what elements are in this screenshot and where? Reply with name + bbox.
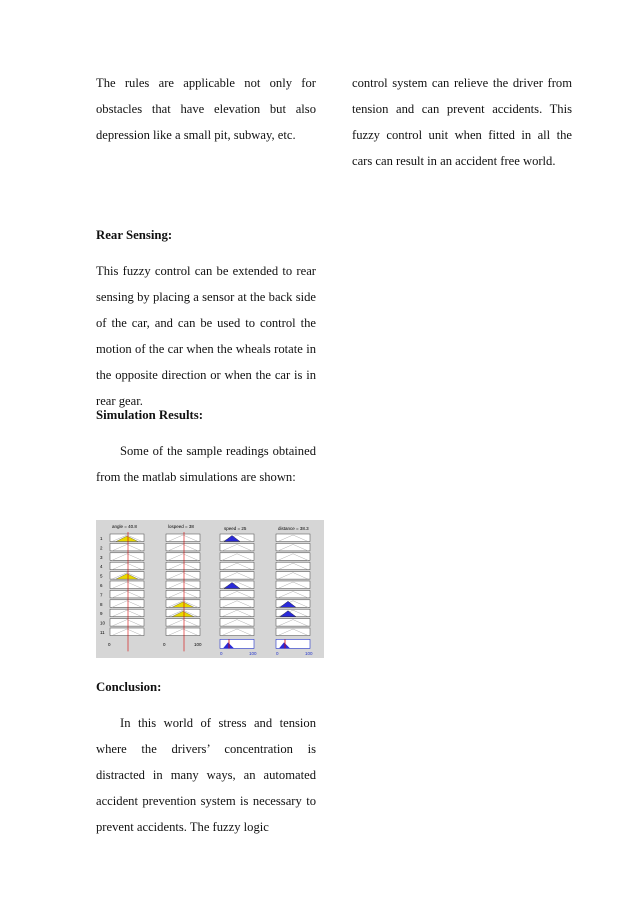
rule-number: 10 bbox=[100, 620, 106, 626]
conclusion-block bbox=[96, 710, 316, 840]
paragraph-rear-sensing: This fuzzy control can be extended to rear sensing by placing a sensor at the back side of the car, and can be used to control the motion of the car when the wheals rotate in the opposite direction or when the car is in rear gear. bbox=[96, 264, 316, 408]
paragraph-conclusion: In this world of stress and tension where the drivers’ concentration is distracted in many ways, an automated accident prevention system is necessary to prevent accidents. The fuzzy logic bbox=[96, 716, 316, 834]
paragraph-right: control system can relieve the driver from tension and can prevent accidents. This fuzzy control unit when fitted in all the cars can result in an accident free world. bbox=[352, 76, 572, 168]
axis-min-label: 0 bbox=[276, 651, 279, 656]
rear-sensing-block bbox=[96, 258, 316, 414]
rule-number: 1 bbox=[100, 536, 103, 541]
heading-simulation-results: Simulation Results: bbox=[96, 408, 204, 422]
axis-min-label: 0 bbox=[163, 642, 166, 647]
rule-number: 11 bbox=[100, 630, 105, 635]
fuzzy-rule-viewer-figure bbox=[96, 520, 324, 658]
heading-conclusion: Conclusion: bbox=[96, 680, 162, 694]
rule-number: 9 bbox=[100, 611, 103, 617]
rule-number: 6 bbox=[100, 583, 103, 588]
paragraph-rules: The rules are applicable not only for obstacles that have elevation but also depression like a small pit, subway, etc. bbox=[96, 76, 316, 142]
figure-col-title: angle = 40.8 bbox=[112, 524, 137, 529]
axis-max-label: 100 bbox=[249, 651, 257, 656]
right-column bbox=[352, 70, 572, 174]
rule-viewer-svg bbox=[96, 520, 324, 658]
rule-number: 4 bbox=[100, 564, 103, 570]
axis-min-label: 0 bbox=[220, 651, 223, 656]
axis-max-label: 100 bbox=[194, 642, 202, 647]
rule-number: 3 bbox=[100, 554, 103, 560]
rule-number: 8 bbox=[100, 601, 103, 607]
rule-number: 5 bbox=[100, 573, 103, 579]
paragraph-simulation: Some of the sample readings obtained from the matlab simulations are shown: bbox=[96, 444, 316, 484]
simulation-block bbox=[96, 438, 316, 490]
rule-number: 7 bbox=[100, 592, 103, 598]
rule-rows bbox=[100, 532, 310, 651]
axis-max-label: 100 bbox=[305, 651, 313, 656]
rule-number: 2 bbox=[100, 545, 103, 551]
figure-col-title: distance = 38.3 bbox=[278, 526, 309, 531]
figure-col-title: speed = 25 bbox=[224, 526, 247, 531]
axis-min-label: 0 bbox=[108, 642, 111, 647]
figure-col-title: lospeed = 38 bbox=[168, 524, 194, 529]
left-column bbox=[96, 70, 316, 148]
heading-rear-sensing: Rear Sensing: bbox=[96, 228, 173, 242]
